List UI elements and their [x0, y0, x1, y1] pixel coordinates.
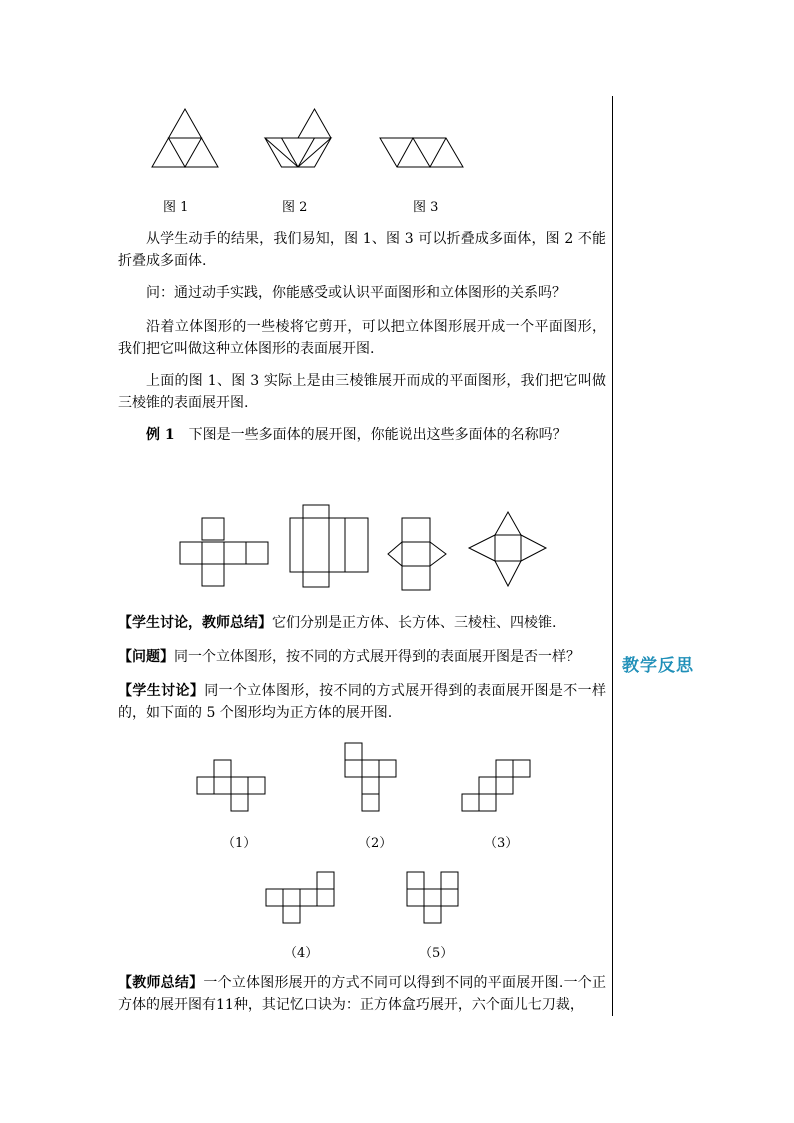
- figure-1-triangle-net: [152, 109, 218, 167]
- paragraph-problem: [118, 646, 606, 668]
- paragraph-definition: 沿着立体图形的一些棱将它剪开，可以把立体图形展开成一个平面图形，我们把它叫做这种立体图形的表面展开图.: [118, 319, 606, 357]
- discussion-2-label: 【学生讨论】: [118, 683, 205, 699]
- cube-net-2-caption: （2）: [358, 836, 393, 851]
- example-1-label: 例 1: [146, 427, 175, 443]
- square-pyramid-net: [469, 512, 546, 586]
- sidebar-title: 教学反思: [622, 656, 694, 676]
- discussion-1-text: 它们分别是正方体、长方体、三棱柱、四棱锥.: [272, 615, 557, 631]
- teacher-summary-label: 【教师总结】: [118, 975, 204, 991]
- paragraph-pyramid-net: 上面的图 1、图 3 实际上是由三棱锥展开而成的平面图形，我们把它叫做三棱锥的表面展开图.: [118, 373, 606, 411]
- example-1-text: 下图是一些多面体的展开图，你能说出这些多面体的名称吗？: [174, 427, 567, 443]
- figure-2-triangle-net: [265, 109, 331, 167]
- paragraph-question: 问：通过动手实践，你能感受或认识平面图形和立体图形的关系吗？: [146, 285, 566, 301]
- cube-net-1-caption: （1）: [222, 836, 257, 851]
- triangular-prism-net: [388, 518, 446, 590]
- paragraph-fold-result: 从学生动手的结果，我们易知，图 1、图 3 可以折叠成多面体，图 2 不能折叠成多面体.: [118, 231, 606, 269]
- problem-label: 【问题】: [118, 649, 174, 665]
- figure-3-triangle-net: [380, 138, 463, 167]
- cube-net-1: [197, 760, 265, 811]
- cube-net-2: [345, 743, 396, 811]
- figure-2-caption: 图 2: [282, 200, 308, 215]
- teacher-summary-text: 一个立体图形展开的方式不同可以得到不同的平面展开图.一个正方体的展开图有11种，其记忆口诀为：正方体盒巧展开，六个面儿七刀裁，: [118, 975, 607, 1013]
- figure-1-caption: 图 1: [163, 200, 189, 215]
- cuboid-net: [290, 505, 368, 587]
- cube-net-5-caption: （5）: [419, 946, 454, 961]
- cube-net-3-caption: （3）: [484, 836, 519, 851]
- figure-3-caption: 图 3: [413, 200, 439, 215]
- cube-net-cross: [180, 518, 268, 586]
- cube-net-5: [407, 872, 458, 923]
- cube-net-3: [462, 760, 530, 811]
- problem-text: 同一个立体图形，按不同的方式展开得到的表面展开图是否一样？: [174, 649, 580, 665]
- paragraph-discussion-2: [118, 680, 606, 724]
- cube-net-4: [266, 872, 334, 923]
- cube-net-4-caption: （4）: [284, 946, 319, 961]
- discussion-2-text: 同一个立体图形，按不同的方式展开得到的表面展开图是不一样的，如下面的 5 个图形均为正方体的展开图.: [118, 683, 607, 721]
- paragraph-example-1: [118, 424, 606, 446]
- paragraph-teacher-summary: [118, 972, 606, 1016]
- discussion-1-label: 【学生讨论，教师总结】: [118, 615, 272, 631]
- paragraph-discussion-1: [118, 612, 606, 634]
